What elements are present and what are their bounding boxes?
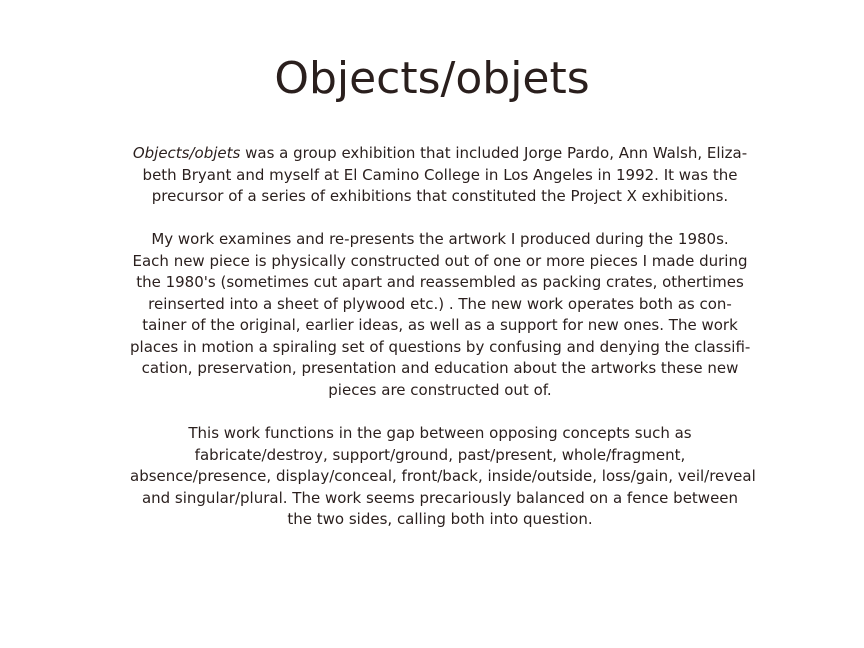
paragraph-line: the two sides, calling both into question. — [287, 510, 593, 528]
paragraph-intro — [130, 143, 750, 208]
paragraph-line: reinserted into a sheet of plywood etc.) . The new work operates both as con- — [148, 294, 732, 313]
paragraph-line: the 1980's (sometimes cut apart and reassembled as packing crates, othertimes — [136, 273, 744, 291]
paragraph-line: tainer of the original, earlier ideas, as well as a support for new ones. The work — [142, 316, 738, 334]
paragraph-opposing-concepts — [130, 423, 756, 531]
paragraph-line: and singular/plural. The work seems precariously balanced on a fence between — [141, 488, 739, 507]
paragraph-line — [130, 143, 750, 165]
exhibition-title-italic: Objects/objets — [132, 144, 241, 162]
paragraph-line: My work examines and re-presents the artwork I produced during the 1980s. — [151, 230, 729, 248]
line-text: was a group exhibition that included Jorge Pardo, Ann Walsh, Eliza- — [240, 144, 748, 162]
paragraph-line: places in motion a spiraling set of questions by confusing and denying the classifi- — [130, 337, 751, 356]
paragraph-line: absence/presence, display/conceal, front/back, inside/outside, loss/gain, veil/reveal — [130, 467, 756, 485]
paragraph-line: fabricate/destroy, support/ground, past/present, whole/fragment, — [194, 445, 686, 464]
page-title: Objects/objets — [274, 53, 590, 104]
paragraph-line: precursor of a series of exhibitions that constituted the Project X exhibitions. — [151, 187, 729, 205]
paragraph-line: beth Bryant and myself at El Camino College in Los Angeles in 1992. It was the — [142, 165, 738, 184]
paragraph-line: This work functions in the gap between opposing concepts such as — [188, 424, 692, 442]
paragraph-work-description — [130, 229, 750, 401]
paragraph-line: pieces are constructed out of. — [328, 380, 552, 399]
paragraph-line: cation, preservation, presentation and education about the artworks these new — [141, 359, 739, 377]
paragraph-line: Each new piece is physically constructed out of one or more pieces I made during — [132, 251, 748, 270]
